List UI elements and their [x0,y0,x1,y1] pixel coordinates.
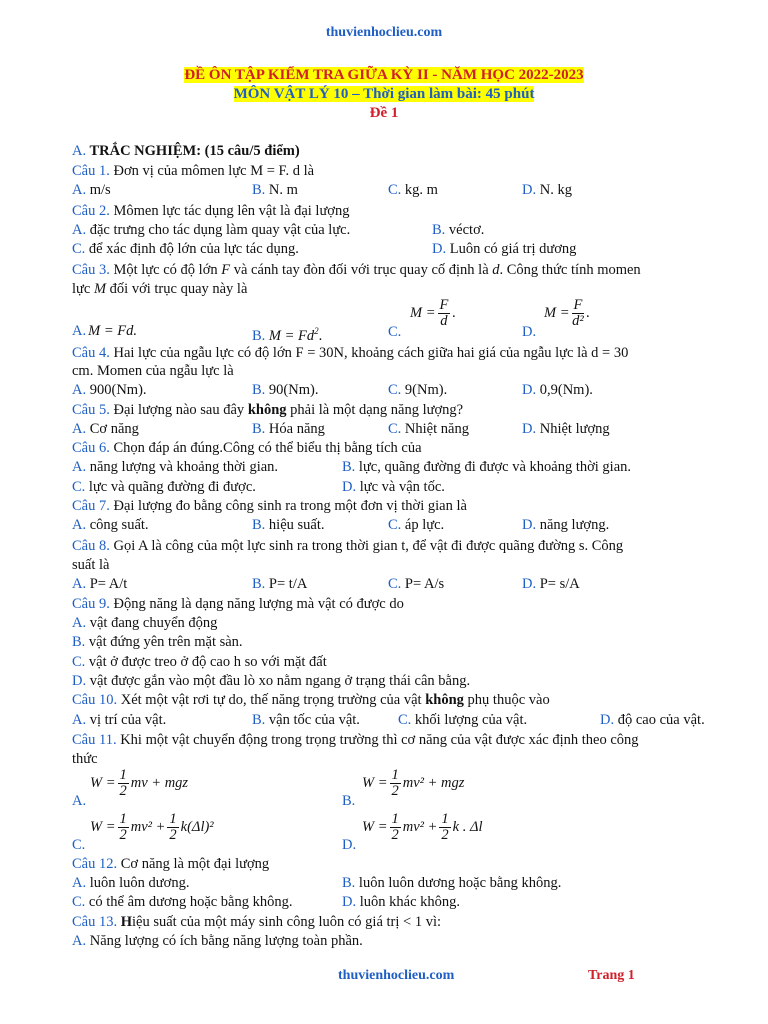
q1-option-c[interactable]: C. kg. m [388,182,438,198]
q12-option-c[interactable]: C. có thể âm dương hoặc bằng không. [72,894,293,910]
question-4: Câu 4. Hai lực của ngẫu lực có độ lớn F = 30N, khoảng cách giữa hai giá của ngẫu lực là d = 30 [72,345,629,361]
footer-site-link[interactable]: thuvienhoclieu.com [338,968,455,983]
q2-option-d[interactable]: D. Luôn có giá trị dương [432,241,577,257]
section-heading: A. TRẮC NGHIỆM: (15 câu/5 điểm) [72,143,300,159]
q3-option-d[interactable]: M = $\frac{F}{\text{d²}}$ . [544,297,590,329]
question-1: Câu 1. Đơn vị của mômen lực M = F. d là [72,163,315,179]
q5-option-a[interactable]: A. Cơ năng [72,421,139,437]
question-3-cont: lực M đối với trục quay này là [72,281,248,297]
q7-option-c[interactable]: C. áp lực. [388,517,445,533]
q3-option-c[interactable]: M = $\frac{F}{d}$ . [410,297,456,329]
q3-option-d-letter[interactable]: D. [522,324,537,340]
page-number: Trang 1 [588,968,635,983]
question-9: Câu 9. Động năng là dạng năng lượng mà vật có được do [72,596,404,612]
question-2: Câu 2. Mômen lực tác dụng lên vật là đại lượng [72,203,350,219]
q11-option-d[interactable]: W = $\frac{1}{2}$ mv² + $\frac{1}{2}$ k . Δl [362,811,483,843]
question-11-cont: thức [72,751,98,767]
question-8: Câu 8. Gọi A là công của một lực sinh ra trong thời gian t, để vật đi được quãng đường s. Công [72,538,624,554]
q3-option-c-letter[interactable]: C. [388,324,402,340]
q11-option-d-letter[interactable]: D. [342,837,357,853]
q7-option-a[interactable]: A. công suất. [72,517,149,533]
q7-option-b[interactable]: B. hiệu suất. [252,517,325,533]
exam-subtitle: MÔN VẬT LÝ 10 – Thời gian làm bài: 45 phút [233,86,535,102]
q8-option-d[interactable]: D. P= s/A [522,576,580,592]
question-12: Câu 12. Cơ năng là một đại lượng [72,856,270,872]
q6-option-a[interactable]: A. năng lượng và khoảng thời gian. [72,459,279,475]
q13-option-a[interactable]: A. Năng lượng có ích bằng năng lượng toàn phần. [72,933,363,949]
q5-option-c[interactable]: C. Nhiệt năng [388,421,469,437]
question-7: Câu 7. Đại lượng đo bằng công sinh ra trong một đơn vị thời gian là [72,498,467,514]
question-11: Câu 11. Khi một vật chuyển động trong trọng trường thì cơ năng của vật được xác định theo công [72,732,639,748]
q12-option-b[interactable]: B. luôn luôn dương hoặc bằng không. [342,875,562,891]
exam-code: Đề 1 [369,105,399,121]
q12-option-a[interactable]: A. luôn luôn dương. [72,875,190,891]
q2-option-b[interactable]: B. véctơ. [432,222,485,238]
q11-option-b-letter[interactable]: B. [342,793,356,809]
q10-option-c[interactable]: C. khối lượng của vật. [398,712,528,728]
question-6: Câu 6. Chọn đáp án đúng.Công có thể biểu thị bằng tích của [72,440,422,456]
q9-option-b[interactable]: B. vật đứng yên trên mặt sàn. [72,634,243,650]
q10-option-d[interactable]: D. độ cao của vật. [600,712,705,728]
q1-option-a[interactable]: A. m/s [72,182,111,198]
q4-option-a[interactable]: A. 900(Nm). [72,382,147,398]
q2-option-c[interactable]: C. để xác định độ lớn của lực tác dụng. [72,241,299,257]
question-8-cont: suất là [72,557,110,573]
q11-option-a[interactable]: W = $\frac{1}{2}$ mv + mgz [90,767,189,799]
q11-option-c[interactable]: W = $\frac{1}{2}$ mv² + $\frac{1}{2}$ k(Δl)² [90,811,214,843]
q8-option-a[interactable]: A. P= A/t [72,576,128,592]
q8-option-c[interactable]: C. P= A/s [388,576,445,592]
question-10: Câu 10. Xét một vật rơi tự do, thế năng trọng trường của vật không phụ thuộc vào [72,692,550,708]
q5-option-b[interactable]: B. Hóa năng [252,421,325,437]
q12-option-d[interactable]: D. luôn khác không. [342,894,461,910]
q7-option-d[interactable]: D. năng lượng. [522,517,610,533]
q6-option-d[interactable]: D. lực và vận tốc. [342,479,445,495]
q6-option-b[interactable]: B. lực, quãng đường đi được và khoảng thời gian. [342,459,632,475]
q10-option-a[interactable]: A. vị trí của vật. [72,712,167,728]
q1-option-b[interactable]: B. N. m [252,182,298,198]
q5-option-d[interactable]: D. Nhiệt lượng [522,421,610,437]
question-5: Câu 5. Đại lượng nào sau đây không phải là một dạng năng lượng? [72,402,464,418]
q4-option-d[interactable]: D. 0,9(Nm). [522,382,593,398]
question-4-cont: cm. Momen của ngẫu lực là [72,363,234,379]
q4-option-c[interactable]: C. 9(Nm). [388,382,448,398]
exam-title: ĐỀ ÔN TẬP KIỂM TRA GIỮA KỲ II - NĂM HỌC 2022-2023 [184,67,584,83]
q8-option-b[interactable]: B. P= t/A [252,576,308,592]
q11-option-b[interactable]: W = $\frac{1}{2}$ mv² + mgz [362,767,465,799]
q4-option-b[interactable]: B. 90(Nm). [252,382,319,398]
q10-option-b[interactable]: B. vận tốc của vật. [252,712,360,728]
q11-option-c-letter[interactable]: C. [72,837,86,853]
q11-option-a-letter[interactable]: A. [72,793,87,809]
header-site-link[interactable]: thuvienhoclieu.com [325,25,443,40]
question-3: Câu 3. Một lực có độ lớn F và cánh tay đòn đối với trục quay cố định là d. Công thức tính momen [72,262,641,278]
q3-option-b[interactable]: B. $M = Fd^2$. [252,326,323,344]
question-13: Câu 13. Hiệu suất của một máy sinh công luôn có giá trị < 1 vì: [72,914,442,930]
q1-option-d[interactable]: D. N. kg [522,182,572,198]
q9-option-c[interactable]: C. vật ở được treo ở độ cao h so với mặt đất [72,654,327,670]
q3-option-a[interactable]: A. M = Fd. [72,323,137,339]
q6-option-c[interactable]: C. lực và quãng đường đi được. [72,479,256,495]
q9-option-d[interactable]: D. vật được gắn vào một đầu lò xo nằm ngang ở trạng thái cân bằng. [72,673,471,689]
q2-option-a[interactable]: A. đặc trưng cho tác dụng làm quay vật của lực. [72,222,351,238]
q9-option-a[interactable]: A. vật đang chuyển động [72,615,218,631]
